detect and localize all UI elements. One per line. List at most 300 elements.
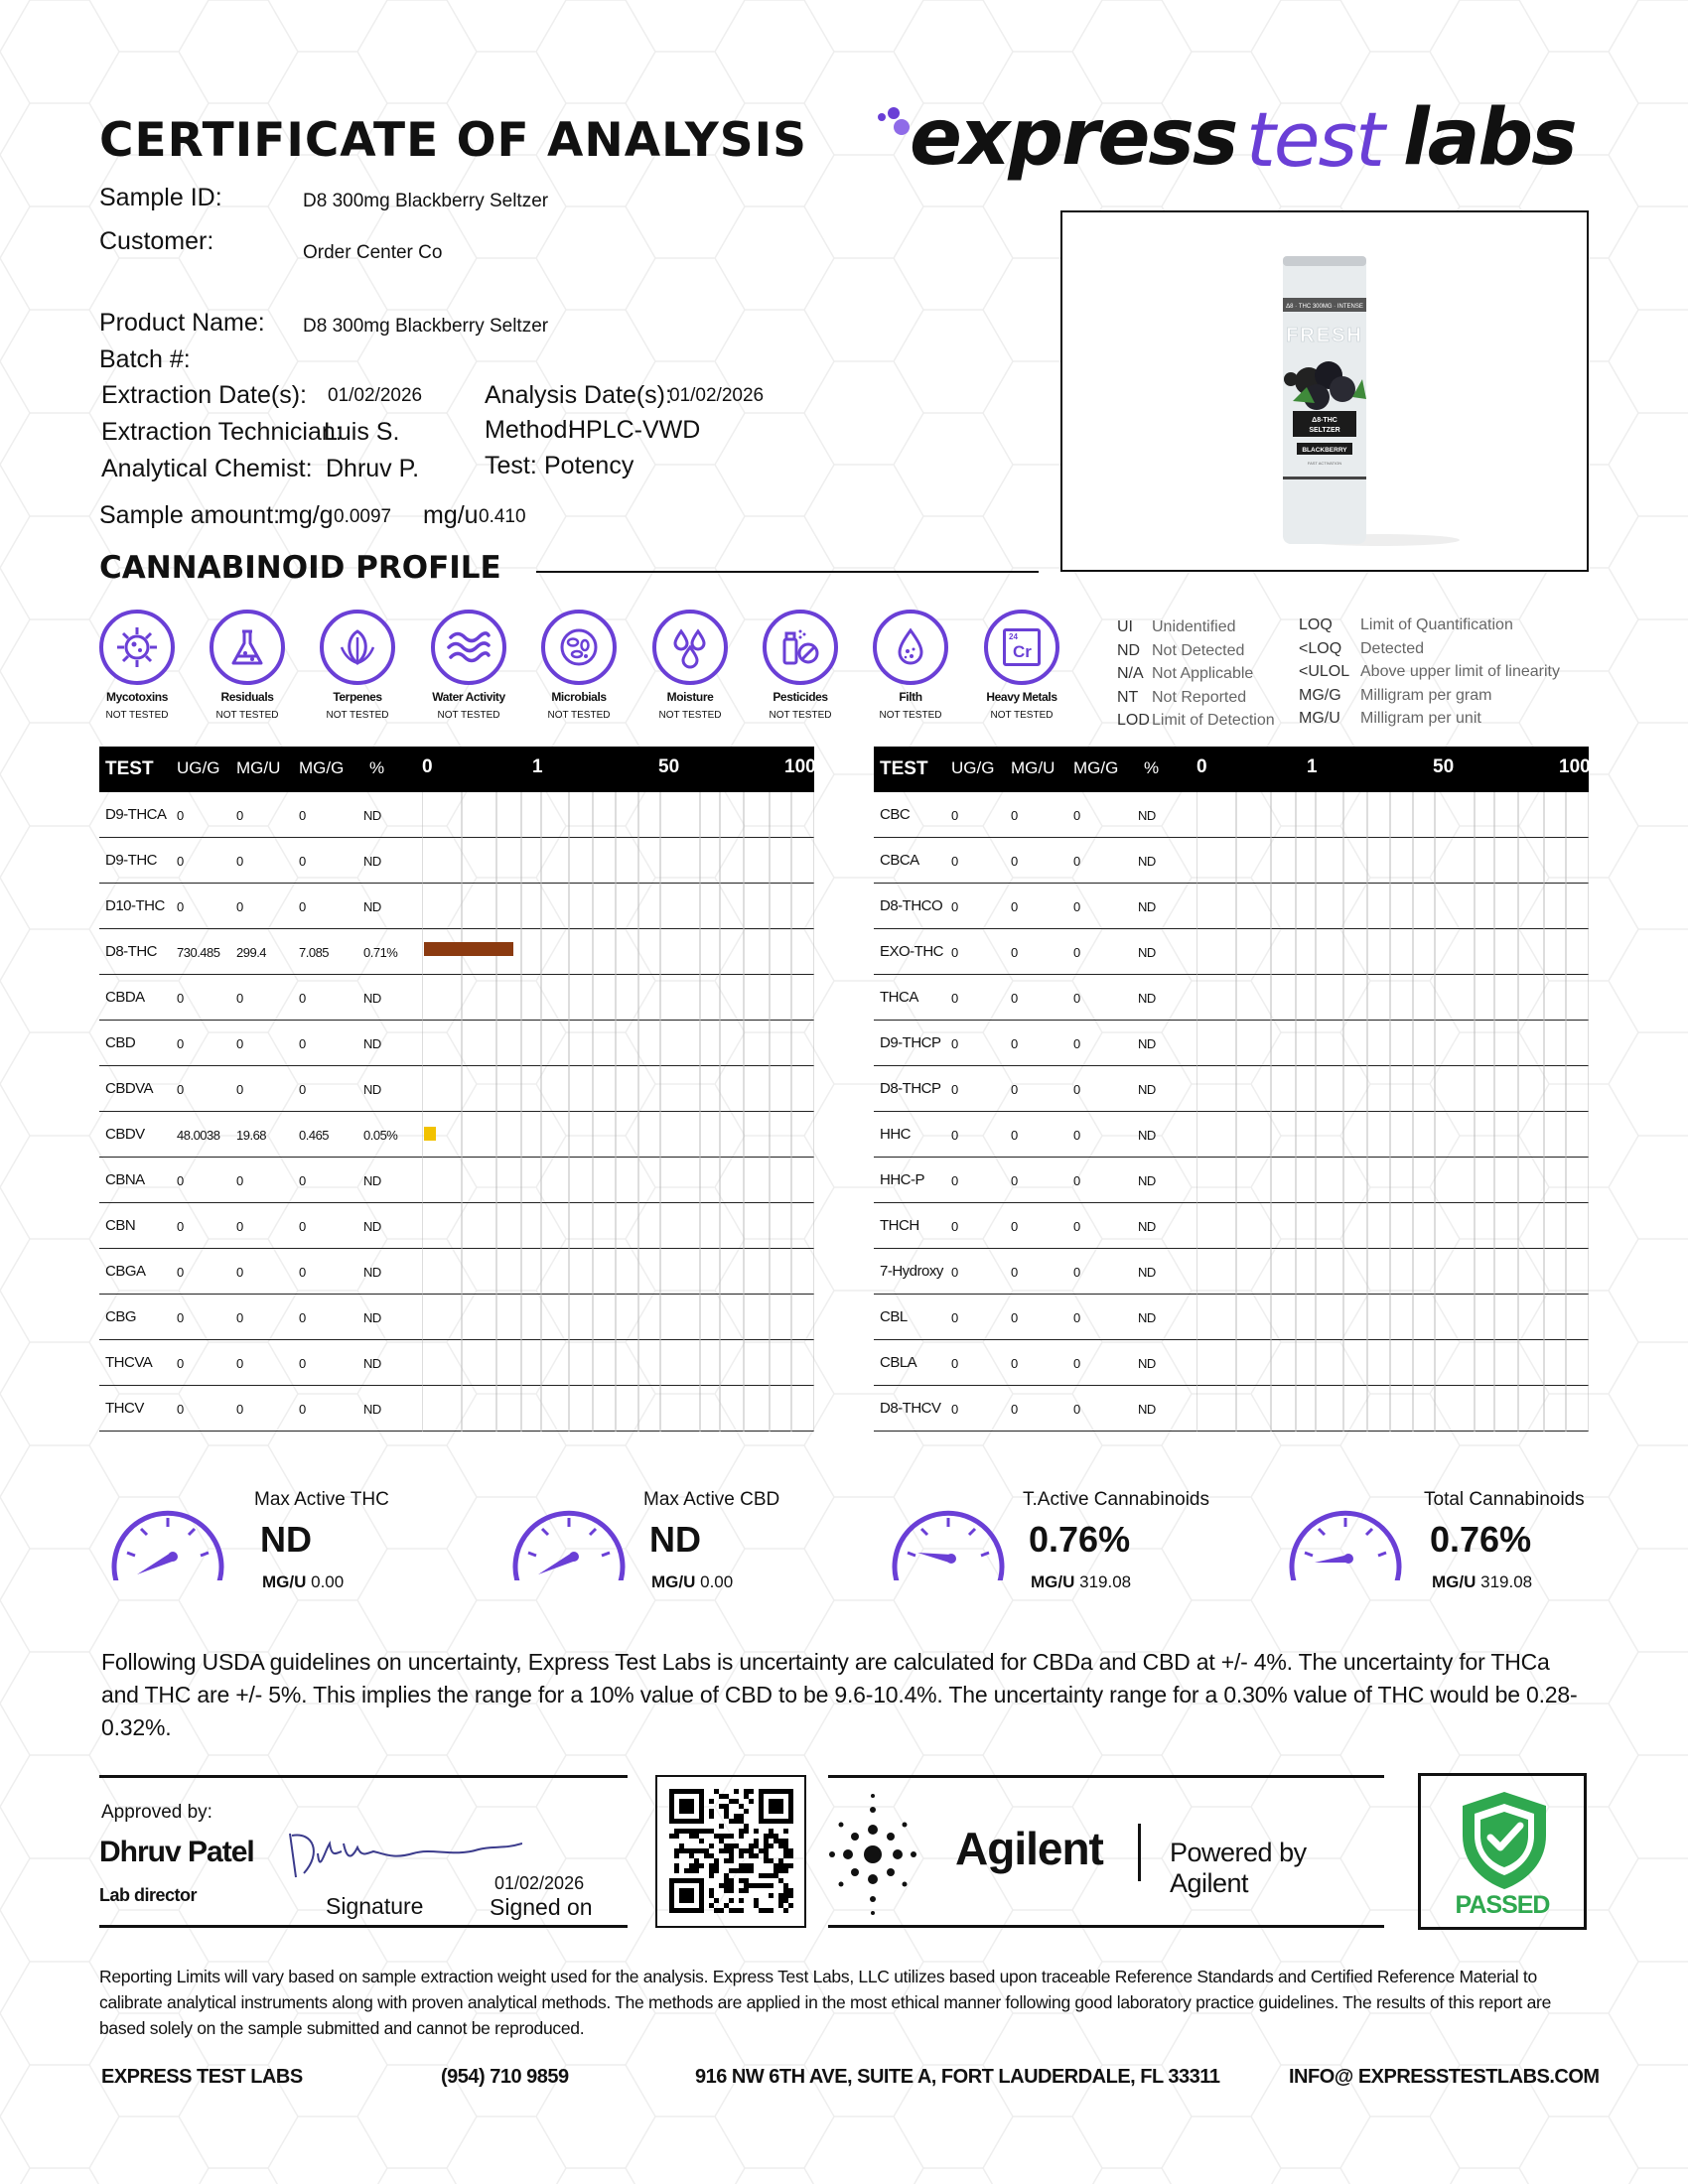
cell-ug: 0: [951, 1082, 958, 1097]
batch-label: Batch #:: [99, 345, 191, 373]
summary-mgu-value: 319.08: [1480, 1572, 1533, 1591]
cell-mgg: 0: [299, 1173, 306, 1188]
cell-test: 7-Hydroxy: [880, 1263, 943, 1280]
table-row: [99, 1203, 814, 1249]
test-name: Residuals: [220, 690, 274, 704]
cell-ug: 0: [177, 1082, 184, 1097]
cell-mgu: 0: [236, 808, 243, 823]
cell-mgu: 0: [1011, 1128, 1018, 1143]
chemist-label: Analytical Chemist:: [101, 455, 313, 482]
cell-pct: ND: [363, 1265, 381, 1280]
cell-mgu: 0: [236, 899, 243, 914]
cell-pct: ND: [363, 1173, 381, 1188]
cell-test: CBLA: [880, 1354, 917, 1371]
test-status: NOT TESTED: [879, 710, 942, 721]
cell-mgu: 0: [236, 854, 243, 869]
cell-pct: ND: [363, 808, 381, 823]
chemist-value: Dhruv P.: [326, 455, 420, 482]
test-value: Potency: [544, 452, 634, 479]
bar-grid: [422, 1295, 814, 1340]
cell-pct: 0.05%: [363, 1128, 398, 1143]
bar-grid: [1196, 929, 1589, 975]
test-name: Terpenes: [333, 690, 382, 704]
technician-label: Extraction Technician:: [101, 418, 343, 446]
gauge-icon: [884, 1501, 1013, 1580]
cell-test: HHC-P: [880, 1171, 924, 1188]
bar-grid: [1196, 792, 1589, 838]
bar-grid: [1196, 1203, 1589, 1249]
summary-title: Total Cannabinoids: [1424, 1489, 1585, 1510]
cell-test: D8-THCP: [880, 1080, 941, 1097]
cell-pct: ND: [1138, 1173, 1156, 1188]
cell-test: CBGA: [105, 1263, 146, 1280]
summary-mgu-label: MG/U: [262, 1572, 307, 1591]
cell-ug: 0: [951, 1173, 958, 1188]
cell-pct: ND: [363, 1402, 381, 1417]
cell-pct: 0.71%: [363, 945, 398, 960]
bar-grid: [1196, 884, 1589, 929]
test-name: Heavy Metals: [986, 690, 1057, 704]
cell-mgg: 0: [1073, 1128, 1080, 1143]
table-row: [99, 1249, 814, 1295]
cell-mgg: 0: [1073, 1356, 1080, 1371]
cell-mgu: 0: [1011, 1219, 1018, 1234]
cell-mgu: 0: [236, 1265, 243, 1280]
mgg-label: mg/g: [278, 501, 334, 529]
cell-pct: ND: [1138, 1356, 1156, 1371]
gauge-icon: [1281, 1501, 1410, 1580]
header-ug: UG/G: [177, 758, 220, 777]
results-table-left: [99, 747, 814, 1432]
test-name: Mycotoxins: [105, 690, 168, 704]
cell-ug: 0: [951, 1402, 958, 1417]
seltzer-can-image: [1062, 212, 1587, 570]
bar-grid: [1196, 975, 1589, 1021]
test-name: Microbials: [551, 690, 607, 704]
cell-pct: ND: [363, 899, 381, 914]
test-pesticides: [763, 610, 838, 721]
header-mgu: MG/U: [1011, 758, 1055, 777]
cell-mgg: 0: [299, 854, 306, 869]
legend-desc: Not Reported: [1152, 688, 1247, 706]
test-mycotoxins: [99, 610, 175, 721]
product-name-label: Product Name:: [99, 309, 265, 337]
cell-mgg: 0: [1073, 1265, 1080, 1280]
bar-grid: [422, 1066, 814, 1112]
header-scale: 100: [1559, 756, 1591, 777]
legend-desc: Milligram per unit: [1360, 710, 1481, 727]
agilent-divider: [1138, 1824, 1141, 1881]
legend-abbr: LOQ: [1299, 616, 1333, 633]
cell-test: THCH: [880, 1217, 919, 1234]
powered-by-agilent: Powered by Agilent: [1170, 1838, 1307, 1898]
cell-mgu: 0: [236, 1036, 243, 1051]
cell-mgg: 0: [299, 1036, 306, 1051]
cell-mgg: 0.465: [299, 1128, 330, 1143]
cell-pct: ND: [1138, 1402, 1156, 1417]
agilent-brand: Agilent: [955, 1823, 1103, 1874]
table-row: [874, 1386, 1589, 1432]
legend-desc: Not Applicable: [1152, 665, 1254, 682]
header-scale: 100: [784, 756, 816, 777]
test-status: NOT TESTED: [105, 710, 169, 721]
bar-grid: [1196, 1158, 1589, 1203]
percentage-bar: [424, 942, 513, 956]
cell-mgu: 0: [1011, 854, 1018, 869]
table-row: [874, 792, 1589, 838]
bar-grid: [422, 1112, 814, 1158]
legend-right: [1299, 614, 1560, 731]
cell-pct: ND: [1138, 945, 1156, 960]
cell-test: D8-THC: [105, 943, 157, 960]
test-name: Moisture: [666, 690, 714, 704]
cell-mgu: 0: [1011, 1082, 1018, 1097]
cell-ug: 0: [177, 899, 184, 914]
cell-ug: 48.0038: [177, 1128, 220, 1143]
microbials-icon: [541, 610, 617, 685]
test-status: NOT TESTED: [990, 710, 1054, 721]
summary-title: Max Active CBD: [643, 1489, 780, 1510]
legend-abbr: N/A: [1117, 665, 1144, 682]
cell-ug: 0: [951, 1310, 958, 1325]
table-row: [99, 838, 814, 884]
element-number: 24: [1009, 632, 1018, 641]
cell-mgg: 0: [299, 1402, 306, 1417]
status-label: PASSED: [1455, 1891, 1550, 1919]
cell-ug: 0: [177, 1402, 184, 1417]
cell-ug: 0: [951, 1036, 958, 1051]
cell-test: THCA: [880, 989, 918, 1006]
cell-test: THCVA: [105, 1354, 153, 1371]
header-ug: UG/G: [951, 758, 995, 777]
bar-grid: [422, 838, 814, 884]
cell-pct: ND: [363, 1310, 381, 1325]
sample-id-label: Sample ID:: [99, 184, 222, 211]
cell-ug: 0: [177, 1356, 184, 1371]
bar-grid: [422, 884, 814, 929]
test-name: Water Activity: [432, 690, 505, 704]
percentage-bar: [424, 1127, 436, 1141]
cell-ug: 0: [177, 1173, 184, 1188]
legend-desc: Detected: [1360, 639, 1425, 657]
signed-on-label: Signed on: [490, 1894, 593, 1920]
cell-mgu: 0: [236, 1402, 243, 1417]
page-title: CERTIFICATE OF ANALYSIS: [99, 113, 807, 168]
element-symbol: Cr: [1013, 642, 1032, 661]
cell-ug: 0: [951, 1356, 958, 1371]
product-name-value: D8 300mg Blackberry Seltzer: [303, 316, 549, 337]
legend-left: [1117, 615, 1275, 733]
bar-grid: [1196, 1066, 1589, 1112]
table-row: [99, 1158, 814, 1203]
bar-grid: [422, 1386, 814, 1432]
footer-address: 916 NW 6TH AVE, SUITE A, FORT LAUDERDALE, FL 33311: [695, 2066, 1220, 2088]
table-row: [874, 1295, 1589, 1340]
cell-test: D10-THC: [105, 897, 165, 914]
table-row: [99, 929, 814, 975]
signed-date: 01/02/2026: [494, 1873, 585, 1893]
logo-express: express: [910, 93, 1237, 183]
cell-ug: 0: [951, 1219, 958, 1234]
cell-mgg: 0: [299, 1356, 306, 1371]
cell-test: CBL: [880, 1308, 908, 1325]
cell-test: D8-THCO: [880, 897, 943, 914]
method-value: HPLC-VWD: [568, 416, 701, 444]
logo-bubbles-icon: [874, 103, 914, 143]
summary-mgu-value: 0.00: [700, 1572, 734, 1591]
header-scale: 50: [1433, 756, 1455, 777]
cell-mgu: 0: [1011, 1310, 1018, 1325]
cell-pct: ND: [1138, 1219, 1156, 1234]
table-row: [99, 1112, 814, 1158]
pesticides-icon: [763, 610, 838, 685]
legend-abbr: LOD: [1117, 712, 1150, 729]
cell-pct: ND: [363, 1219, 381, 1234]
cell-mgg: 0: [1073, 1036, 1080, 1051]
cell-pct: ND: [1138, 1265, 1156, 1280]
cell-test: CBNA: [105, 1171, 145, 1188]
table-row: [99, 792, 814, 838]
test-terpenes: [320, 610, 395, 721]
summary-mgu-label: MG/U: [651, 1572, 696, 1591]
cell-mgu: 0: [1011, 1265, 1018, 1280]
cell-ug: 0: [951, 991, 958, 1006]
cell-mgu: 0: [236, 991, 243, 1006]
mycotoxins-icon: [99, 610, 175, 685]
moisture-icon: [652, 610, 728, 685]
header-scale: 0: [422, 756, 433, 777]
table-row: [874, 1066, 1589, 1112]
legend-abbr: MG/G: [1299, 686, 1341, 704]
cell-ug: 0: [177, 1036, 184, 1051]
mgu-label: mg/u: [423, 501, 479, 529]
bar-grid: [1196, 1340, 1589, 1386]
cannabinoid-profile-title: CANNABINOID PROFILE: [99, 550, 501, 586]
header-mgg: MG/G: [299, 758, 345, 777]
cell-pct: ND: [1138, 1036, 1156, 1051]
cell-pct: ND: [1138, 808, 1156, 823]
bar-grid: [1196, 1112, 1589, 1158]
test-heavy-metals: [984, 610, 1059, 721]
test-moisture: [652, 610, 728, 721]
bar-grid: [422, 929, 814, 975]
legend-desc: Above upper limit of linearity: [1360, 663, 1560, 680]
cell-mgu: 0: [236, 1082, 243, 1097]
footer-phone[interactable]: (954) 710 9859: [441, 2066, 569, 2088]
cell-mgu: 19.68: [236, 1128, 267, 1143]
table-header: [874, 747, 1589, 792]
cell-ug: 0: [177, 1310, 184, 1325]
approver-role: Lab director: [99, 1885, 198, 1905]
summary-value: 0.76%: [1029, 1519, 1131, 1560]
cell-mgu: 299.4: [236, 945, 267, 960]
approved-by-label: Approved by:: [101, 1802, 212, 1823]
signature-image: [284, 1814, 522, 1893]
cell-test: D9-THC: [105, 852, 157, 869]
table-row: [874, 1203, 1589, 1249]
cell-test: THCV: [105, 1400, 144, 1417]
test-status: NOT TESTED: [215, 710, 279, 721]
legend-desc: Limit of Quantification: [1360, 616, 1513, 633]
cell-test: CBDV: [105, 1126, 145, 1143]
table-row: [99, 1340, 814, 1386]
legend-desc: Limit of Detection: [1152, 712, 1275, 729]
cell-pct: ND: [363, 1082, 381, 1097]
table-row: [99, 884, 814, 929]
qr-code-icon: [657, 1777, 804, 1926]
cell-mgg: 0: [1073, 1310, 1080, 1325]
header-pct: %: [1144, 758, 1160, 777]
cell-test: D8-THCV: [880, 1400, 941, 1417]
table-row: [99, 1386, 814, 1432]
bar-grid: [422, 1158, 814, 1203]
table-row: [99, 1066, 814, 1112]
can-sub: FAST ACTIVATION: [1307, 461, 1342, 466]
cell-ug: 0: [951, 808, 958, 823]
can-top-text: Δ8 · THC 300MG · INTENSE: [1286, 304, 1363, 310]
cell-ug: 0: [951, 854, 958, 869]
table-row: [874, 838, 1589, 884]
test-status: NOT TESTED: [326, 710, 389, 721]
agilent-block: [828, 1775, 1384, 1928]
qr-code-box[interactable]: [655, 1775, 806, 1928]
table-row: [99, 975, 814, 1021]
cell-ug: 0: [951, 899, 958, 914]
table-header: [99, 747, 814, 792]
cell-mgg: 0: [1073, 1173, 1080, 1188]
table-row: [874, 1112, 1589, 1158]
summary-mgu-value: 319.08: [1079, 1572, 1132, 1591]
test-status: NOT TESTED: [658, 710, 722, 721]
cell-pct: ND: [1138, 991, 1156, 1006]
table-row: [874, 1021, 1589, 1066]
shield-check-icon: [1457, 1788, 1552, 1891]
table-row: [874, 884, 1589, 929]
cell-mgg: 0: [1073, 945, 1080, 960]
bar-grid: [422, 1021, 814, 1066]
summary-title: T.Active Cannabinoids: [1023, 1489, 1209, 1510]
cell-pct: ND: [1138, 899, 1156, 914]
cell-pct: ND: [363, 854, 381, 869]
table-row: [874, 1158, 1589, 1203]
approval-block: [99, 1775, 628, 1928]
legend-abbr: NT: [1117, 688, 1139, 706]
signature-label: Signature: [326, 1893, 424, 1919]
cell-mgg: 0: [1073, 1082, 1080, 1097]
legend-abbr: <LOQ: [1299, 639, 1342, 657]
header-test: TEST: [880, 758, 928, 779]
cell-pct: ND: [363, 1036, 381, 1051]
cell-mgg: 0: [1073, 991, 1080, 1006]
cell-mgg: 0: [299, 1265, 306, 1280]
bar-grid: [1196, 1295, 1589, 1340]
header-scale: 50: [658, 756, 680, 777]
heavy-metals-icon: [984, 610, 1059, 685]
header-scale: 1: [532, 756, 543, 777]
table-row: [874, 929, 1589, 975]
results-table-right: [874, 747, 1589, 1432]
can-line1: Δ8-THC: [1312, 417, 1337, 424]
legend-desc: Not Detected: [1152, 641, 1245, 659]
summary-value: ND: [260, 1519, 312, 1560]
technician-value: Luis S.: [324, 418, 400, 446]
test-name: Filth: [899, 690, 922, 704]
cell-mgg: 0: [1073, 899, 1080, 914]
cell-pct: ND: [1138, 1310, 1156, 1325]
footer-company: EXPRESS TEST LABS: [101, 2066, 303, 2088]
cell-ug: 0: [951, 945, 958, 960]
cell-test: D9-THCA: [105, 806, 167, 823]
summary-row: [99, 1489, 1628, 1608]
legend-desc: Unidentified: [1152, 618, 1236, 635]
cell-ug: 0: [177, 808, 184, 823]
cell-mgu: 0: [1011, 991, 1018, 1006]
status-badge: [1418, 1773, 1587, 1930]
section-divider: [536, 571, 1039, 573]
cell-mgu: 0: [236, 1310, 243, 1325]
cell-mgu: 0: [1011, 1356, 1018, 1371]
test-label: Test:: [485, 452, 537, 479]
header-test: TEST: [105, 758, 154, 779]
cell-ug: 0: [177, 1219, 184, 1234]
footer-email[interactable]: INFO@ EXPRESSTESTLABS.COM: [1289, 2066, 1600, 2088]
cell-test: D9-THCP: [880, 1034, 941, 1051]
agilent-spark-icon: [828, 1790, 917, 1919]
cell-test: CBC: [880, 806, 911, 823]
gauge-icon: [103, 1501, 232, 1580]
header-mgu: MG/U: [236, 758, 281, 777]
cell-mgu: 0: [1011, 899, 1018, 914]
cell-mgg: 0: [299, 899, 306, 914]
header-scale: 0: [1196, 756, 1207, 777]
can-flavor: BLACKBERRY: [1302, 447, 1347, 454]
bar-grid: [422, 975, 814, 1021]
water-activity-icon: [431, 610, 506, 685]
summary-mgu-label: MG/U: [1432, 1572, 1477, 1591]
cell-ug: 730.485: [177, 945, 220, 960]
test-filth: [873, 610, 948, 721]
legend-abbr: <ULOL: [1299, 663, 1350, 680]
cell-test: CBD: [105, 1034, 136, 1051]
method-label: Method:: [485, 416, 575, 444]
test-name: Pesticides: [773, 690, 828, 704]
header-scale: 1: [1307, 756, 1318, 777]
analysis-dates-label: Analysis Date(s):: [485, 381, 672, 409]
customer-label: Customer:: [99, 227, 214, 255]
cell-mgu: 0: [236, 1356, 243, 1371]
cell-mgu: 0: [1011, 1402, 1018, 1417]
test-status: NOT TESTED: [437, 710, 500, 721]
test-water-activity: [431, 610, 506, 721]
uncertainty-note: Following USDA guidelines on uncertainty, Express Test Labs is uncertainty are calculated for CBDa and CBD at +/- 4%. The uncertainty for THCa and THC are +/- 5%. This implies the range for a 10% value of CBD to be 9.6-10.4%. The uncertainty range for a 0.30% value of THC would be 0.28-0.32%.: [101, 1649, 1578, 1740]
bar-grid: [422, 1203, 814, 1249]
cell-pct: ND: [363, 991, 381, 1006]
test-status: NOT TESTED: [547, 710, 611, 721]
filth-icon: [873, 610, 948, 685]
cell-test: CBN: [105, 1217, 136, 1234]
cell-test: CBDA: [105, 989, 145, 1006]
disclaimer: Reporting Limits will vary based on sample extraction weight used for the analysis. Express Test Labs, LLC utilizes based upon traceable Reference Standards and Certified Reference Material to calibrate analytical instruments along with proven analytical methods. The methods are applied in the most ethical manner following good laboratory practice guidelines. The results of this report are based solely on the sample submitted and cannot be reproduced.: [99, 1967, 1552, 2038]
cell-mgg: 7.085: [299, 945, 330, 960]
extraction-dates-label: Extraction Date(s):: [101, 381, 308, 409]
bar-grid: [1196, 1021, 1589, 1066]
table-row: [874, 975, 1589, 1021]
cell-mgg: 0: [299, 1082, 306, 1097]
company-logo: [874, 85, 1589, 185]
bar-grid: [1196, 1386, 1589, 1432]
header-pct: %: [369, 758, 385, 777]
sample-id-value: D8 300mg Blackberry Seltzer: [303, 191, 549, 211]
